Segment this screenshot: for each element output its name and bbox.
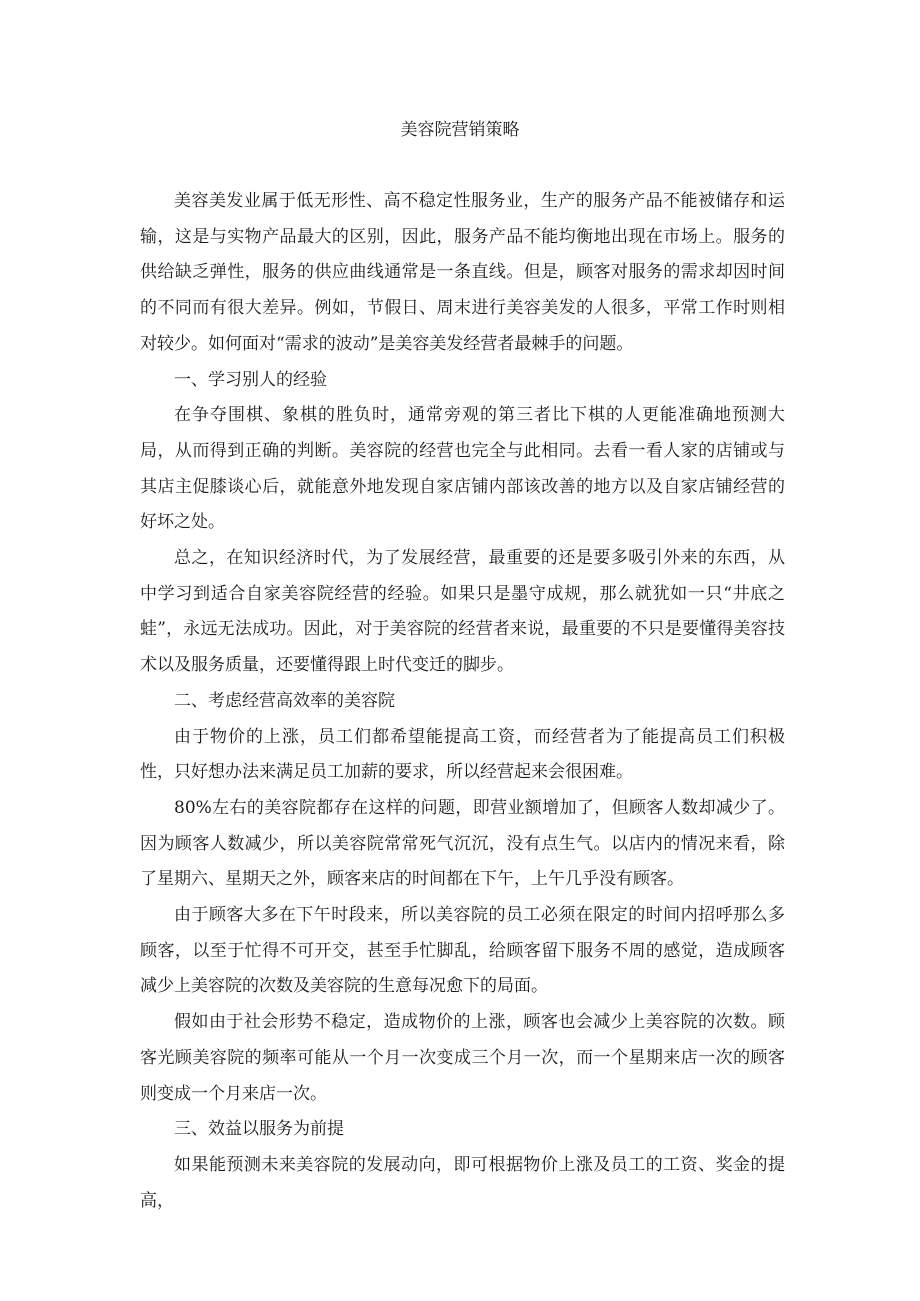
document-title: 美容院营销策略: [400, 120, 520, 140]
paragraph: 80%左右的美容院都存在这样的问题，即营业额增加了，但顾客人数却减少了。因为顾客人数减少，所以美容院常常死气沉沉，没有点生气。以店内的情况来看，除了星期六、星期天之外，顾客来店的时间都在下午，上午几乎没有顾客。: [140, 797, 785, 890]
paragraph-intro: 美容美发业属于低无形性、高不稳定性服务业，生产的服务产品不能被储存和运输，这是与实物产品最大的区别，因此，服务产品不能均衡地出现在市场上。服务的供给缺乏弹性，服务的供应曲线通常是一条直线。但是，顾客对服务的需求却因时间的不同而有很大差异。例如，节假日、周末进行美容美发的人很多，平常工作时则相对较少。如何面对“需求的波动”是美容美发经营者最棘手的问题。: [140, 191, 785, 354]
paragraph: 总之，在知识经济时代，为了发展经营，最重要的还是要多吸引外来的东西，从中学习到适合自家美容院经营的经验。如果只是墨守成规，那么就犹如一只“井底之蛙”，永远无法成功。因此，对于美容院的经营者来说，最重要的不只是要懂得美容技术以及服务质量，还要懂得跟上时代变迁的脚步。: [140, 548, 785, 676]
paragraph: 如果能预测未来美容院的发展动向，即可根据物价上涨及员工的工资、奖金的提高，: [140, 1154, 785, 1211]
document-body: [140, 184, 785, 1219]
paragraph: 假如由于社会形势不稳定，造成物价的上涨，顾客也会减少上美容院的次数。顾客光顾美容院的频率可能从一个月一次变成三个月一次，而一个星期来店一次的顾客则变成一个月来店一次。: [140, 1012, 785, 1104]
section-heading-1: 一、学习别人的经验: [174, 369, 327, 390]
paragraph: 在争夺围棋、象棋的胜负时，通常旁观的第三者比下棋的人更能准确地预测大局，从而得到正确的判断。美容院的经营也完全与此相同。去看一看人家的店铺或与其店主促膝谈心后，就能意外地发现自家店铺内部该改善的地方以及自家店铺经营的好坏之处。: [140, 405, 785, 533]
paragraph: 由于物价的上涨，员工们都希望能提高工资，而经营者为了能提高员工们积极性，只好想办法来满足员工加薪的要求，所以经营起来会很困难。: [140, 726, 785, 783]
section-heading-3: 三、效益以服务为前提: [174, 1119, 344, 1140]
paragraph: 由于顾客大多在下午时段来，所以美容院的员工必须在限定的时间内招呼那么多顾客，以至于忙得不可开交，甚至手忙脚乱，给顾客留下服务不周的感觉，造成顾客减少上美容院的次数及美容院的生意每况愈下的局面。: [140, 905, 785, 997]
section-heading-2: 二、考虑经营高效率的美容院: [174, 690, 395, 711]
